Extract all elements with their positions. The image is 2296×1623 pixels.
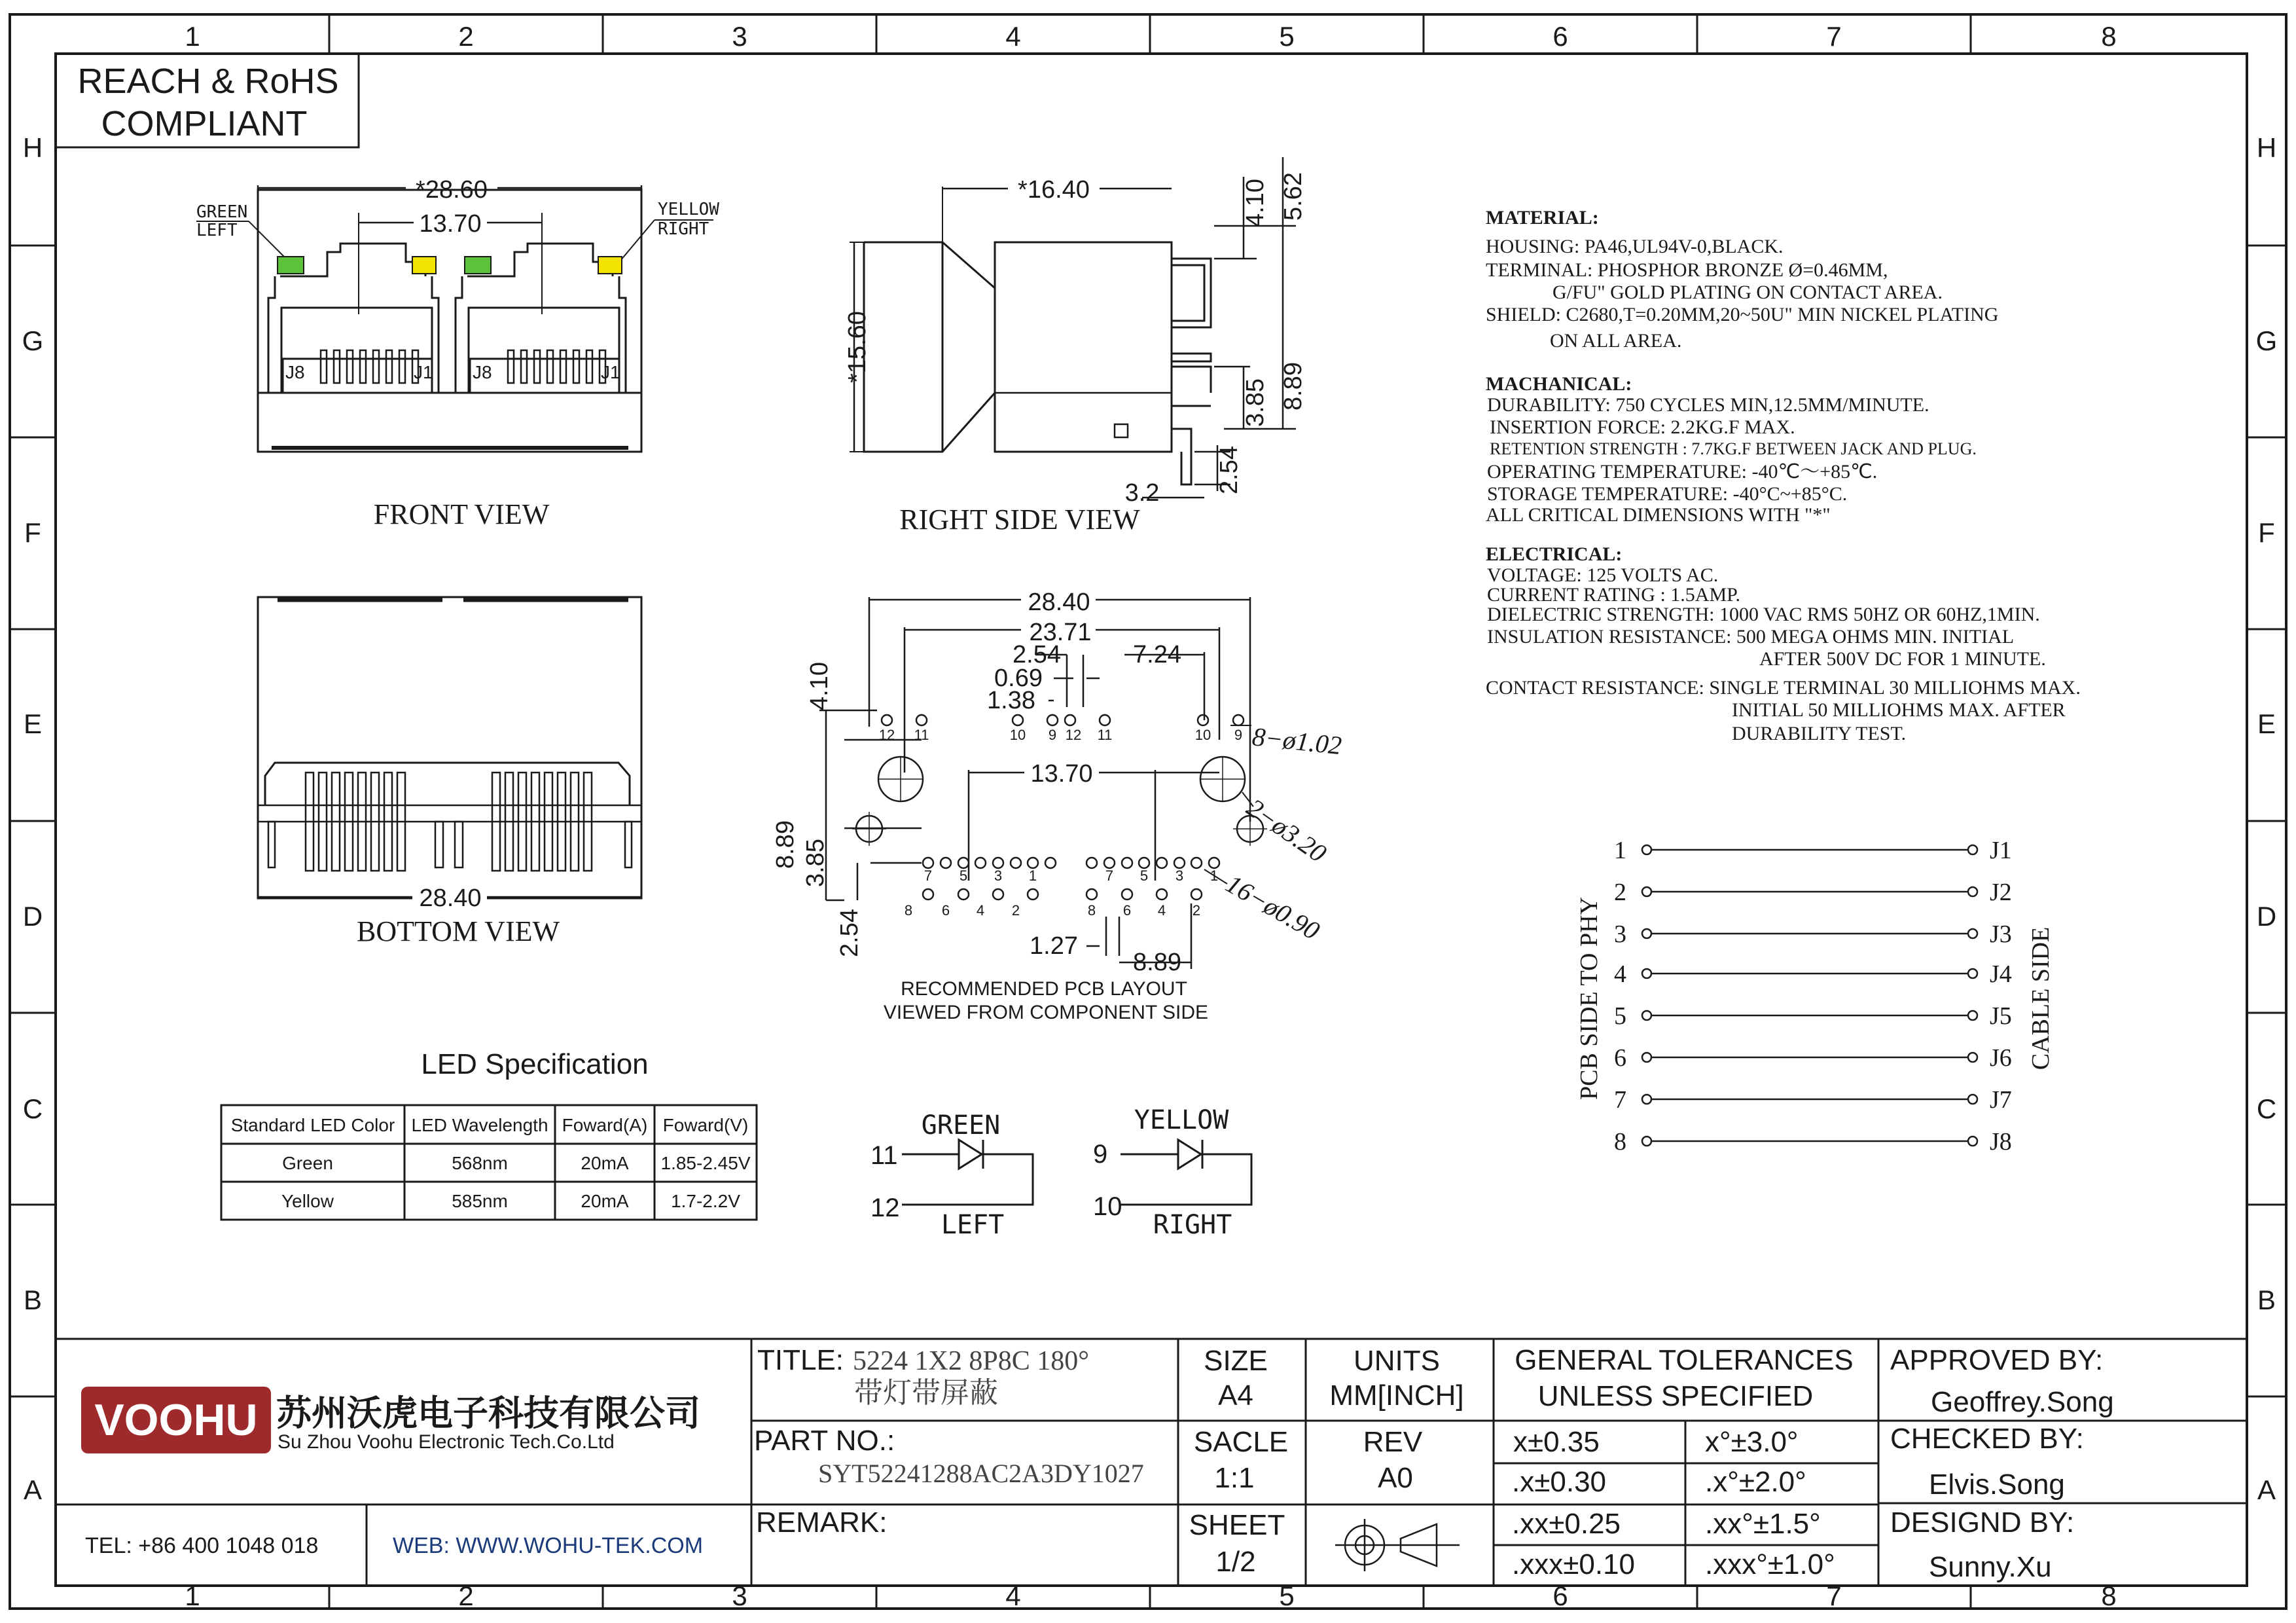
front-led-right-line1: YELLOW: [658, 200, 719, 219]
tol-linear-3: .xxx±0.10: [1512, 1548, 1636, 1580]
pcb-dim-138: 1.38: [987, 687, 1035, 714]
wire-jack-j2: J2: [1990, 879, 2012, 906]
pcb-pin-top-mid-11: 11: [1097, 727, 1113, 743]
spec-line-housing: HOUSING: PA46,UL94V-0,BLACK.: [1486, 236, 1784, 257]
row-label-H-right: H: [2256, 132, 2277, 163]
spec-line-insulation: INSULATION RESISTANCE: 500 MEGA OHMS MIN. INITIAL: [1487, 626, 2015, 647]
designed-label: DESIGND BY:: [1890, 1506, 2075, 1539]
side-view-caption: RIGHT SIDE VIEW: [899, 503, 1140, 536]
led-spec-cell-yellow-forward-v: 1.7-2.2V: [671, 1191, 740, 1211]
row-label-C-right: C: [2256, 1093, 2277, 1124]
pcb-pin-top-mid-12: 12: [1065, 727, 1082, 743]
front-led-left-line1: GREEN: [196, 202, 248, 222]
tolerance-title-1: GENERAL TOLERANCES: [1515, 1344, 1854, 1376]
size-label: SIZE: [1204, 1345, 1268, 1377]
col-label-4: 4: [1005, 21, 1021, 52]
front-pin-j1-right: J1: [601, 362, 620, 382]
row-label-G-right: G: [2255, 325, 2278, 356]
wire-jack-j1: J1: [1990, 837, 2012, 864]
led-spec-header-color: Standard LED Color: [230, 1115, 395, 1135]
pcb-hole-090: 16−ø0.90: [1221, 868, 1325, 946]
sheet-label: SHEET: [1189, 1509, 1285, 1541]
schem-yellow-label: YELLOW: [1134, 1105, 1229, 1135]
row-label-A-right: A: [2257, 1474, 2276, 1505]
pcb-hole-102: 8−ø1.02: [1251, 721, 1344, 761]
led-spec-cell-yellow-wavelength: 585nm: [452, 1191, 508, 1211]
wire-pin-2: 2: [1614, 879, 1626, 906]
side-dim-410: 4.10: [1242, 179, 1269, 227]
spec-line-voltage: VOLTAGE: 125 VOLTS AC.: [1487, 564, 1719, 586]
pcb-dim-127: 1.27: [1030, 932, 1078, 960]
led-green-right-indicator: [465, 257, 491, 274]
wire-pin-3: 3: [1614, 921, 1626, 948]
company-name-cn: 苏州沃虎电子科技有限公司: [276, 1394, 700, 1433]
wire-jack-j7: J7: [1990, 1086, 2012, 1114]
schem-yellow-pin-b: 10: [1093, 1192, 1122, 1221]
size-value: A4: [1218, 1379, 1253, 1412]
spec-line-storage-temp: STORAGE TEMPERATURE: -40°C~+85°C.: [1487, 483, 1848, 505]
side-dim-889: 8.89: [1280, 362, 1307, 410]
spec-line-durability: DURABILITY: 750 CYCLES MIN,12.5MM/MINUTE.: [1487, 394, 1929, 416]
wiring-right-label: CABLE SIDE: [2027, 926, 2054, 1070]
led-spec-cell-green-forward-v: 1.85-2.45V: [660, 1153, 751, 1173]
col-label-6: 6: [1552, 21, 1568, 52]
led-spec-header-forward-v: Foward(V): [662, 1115, 749, 1135]
checked-value: Elvis.Song: [1929, 1468, 2065, 1501]
side-dim-385: 3.85: [1242, 378, 1269, 427]
spec-line-plating: G/FU" GOLD PLATING ON CONTACT AREA.: [1552, 282, 1943, 303]
wire-pin-8: 8: [1614, 1128, 1626, 1156]
row-label-A: A: [23, 1474, 43, 1505]
col-label-7: 7: [1826, 21, 1842, 52]
side-dim-32: 3.2: [1124, 479, 1160, 507]
spec-line-shield: SHIELD: C2680,T=0.20MM,20~50U" MIN NICKEL PLATING: [1486, 304, 1999, 325]
tol-angle-2: .xx°±1.5°: [1705, 1508, 1821, 1540]
schem-green-pin-a: 11: [870, 1141, 898, 1170]
led-spec-title: LED Specification: [421, 1048, 649, 1080]
rev-label: REV: [1363, 1426, 1423, 1458]
spec-line-mechanical-title: MACHANICAL:: [1486, 373, 1632, 395]
side-dim-depth: *16.40: [1018, 176, 1090, 204]
pcb-pin-r1: 1: [1210, 867, 1219, 884]
compliance-line2: COMPLIANT: [101, 104, 308, 143]
rev-value: A0: [1378, 1462, 1413, 1494]
col-label-5: 5: [1279, 21, 1295, 52]
pcb-dim-385: 3.85: [802, 839, 829, 887]
pcb-pin-r4: 4: [1157, 902, 1166, 919]
front-pin-j8-right: J8: [473, 362, 492, 382]
row-label-B-right: B: [2257, 1285, 2276, 1315]
pcb-dim-254v: 2.54: [836, 909, 863, 957]
units-value: MM[INCH]: [1329, 1379, 1464, 1412]
scale-label: SACLE: [1193, 1426, 1289, 1458]
pcb-pin-l7: 7: [924, 867, 933, 884]
front-pin-j1-left: J1: [414, 362, 433, 382]
schem-yellow-pin-a: 9: [1093, 1140, 1108, 1169]
pcb-dim-1370: 13.70: [1030, 760, 1093, 788]
pcb-pin-r6: 6: [1122, 902, 1132, 919]
tol-linear-2: .xx±0.25: [1512, 1508, 1621, 1540]
schem-green-pin-b: 12: [870, 1194, 900, 1222]
front-led-left-line2: LEFT: [196, 221, 238, 240]
col-label-1: 1: [185, 21, 200, 52]
spec-line-terminal: TERMINAL: PHOSPHOR BRONZE Ø=0.46MM,: [1486, 259, 1888, 281]
pcb-pin-l3: 3: [994, 867, 1003, 884]
front-dim-pitch: 13.70: [419, 210, 482, 238]
tol-angle-1: .x°±2.0°: [1705, 1466, 1806, 1498]
row-label-E: E: [23, 708, 43, 739]
title-value-cn: 带灯带屏蔽: [854, 1377, 998, 1409]
spec-line-operating-temp: OPERATING TEMPERATURE: -40℃～+85℃.: [1487, 461, 1878, 483]
pcb-dim-2371: 23.71: [1029, 619, 1092, 646]
pcb-pin-r7: 7: [1105, 867, 1114, 884]
front-dim-overall: *28.60: [416, 176, 488, 204]
row-label-F-right: F: [2258, 517, 2275, 548]
spec-line-dielectric: DIELECTRIC STRENGTH: 1000 VAC RMS 50HZ OR 60HZ,1MIN.: [1487, 604, 2040, 625]
pcb-dim-254: 2.54: [1013, 641, 1061, 668]
tolerance-title-2: UNLESS SPECIFIED: [1537, 1380, 1814, 1412]
schem-green-side: LEFT: [941, 1210, 1005, 1240]
led-spec-cell-green-color: Green: [282, 1153, 333, 1173]
pcb-dim-889h: 8.89: [1133, 949, 1181, 976]
col-label-2: 2: [458, 21, 474, 52]
spec-line-current: CURRENT RATING : 1.5AMP.: [1487, 584, 1740, 606]
pcb-dim-2840: 28.40: [1028, 589, 1090, 616]
pcb-pin-r5: 5: [1139, 867, 1149, 884]
led-spec-cell-green-wavelength: 568nm: [452, 1153, 508, 1173]
schem-green-label: GREEN: [921, 1110, 1001, 1140]
pcb-pin-l5: 5: [959, 867, 968, 884]
spec-line-shield-area: ON ALL AREA.: [1550, 330, 1682, 352]
col-label-5-bottom: 5: [1279, 1580, 1295, 1611]
spec-line-critical: ALL CRITICAL DIMENSIONS WITH "*": [1486, 504, 1831, 526]
pcb-hole-320: 2−ø3.20: [1241, 792, 1332, 868]
units-label: UNITS: [1354, 1345, 1440, 1377]
led-yellow-right-indicator: [598, 257, 622, 274]
pcb-pin-l2: 2: [1011, 902, 1020, 919]
spec-line-contact: CONTACT RESISTANCE: SINGLE TERMINAL 30 MILLIOHMS MAX.: [1486, 677, 2081, 699]
spec-line-material-title: MATERIAL:: [1486, 207, 1599, 228]
tol-angle-3: .xxx°±1.0°: [1705, 1548, 1835, 1580]
pcb-pin-l4: 4: [976, 902, 985, 919]
contact-web: WEB: WWW.WOHU-TEK.COM: [393, 1533, 704, 1558]
led-spec-cell-yellow-color: Yellow: [281, 1191, 334, 1211]
col-label-8: 8: [2101, 21, 2117, 52]
checked-label: CHECKED BY:: [1890, 1423, 2084, 1455]
pcb-pin-top-mid-10: 10: [1009, 727, 1026, 743]
pcb-dim-724: 7.24: [1133, 641, 1181, 668]
approved-label: APPROVED BY:: [1890, 1344, 2104, 1376]
approved-value: Geoffrey.Song: [1931, 1386, 2114, 1418]
company-name-en: Su Zhou Voohu Electronic Tech.Co.Ltd: [278, 1431, 615, 1453]
row-label-B: B: [23, 1285, 43, 1315]
col-label-6-bottom: 6: [1552, 1580, 1568, 1611]
pcb-caption-1: RECOMMENDED PCB LAYOUT: [901, 978, 1187, 1000]
row-label-H: H: [22, 132, 43, 163]
front-led-right-line2: RIGHT: [658, 219, 709, 239]
bottom-view-caption: BOTTOM VIEW: [356, 915, 560, 947]
pcb-dim-889v: 8.89: [772, 820, 799, 869]
front-pin-j8-left: J8: [285, 362, 305, 382]
pcb-pin-top-left-12: 12: [878, 727, 895, 743]
logo-text: VOOHU: [94, 1395, 258, 1445]
compliance-line1: REACH & RoHS: [77, 62, 339, 101]
front-view-caption: FRONT VIEW: [373, 498, 550, 530]
pcb-pin-top-right-9: 9: [1234, 727, 1243, 743]
col-label-7-bottom: 7: [1826, 1580, 1842, 1611]
spec-line-retention: RETENTION STRENGTH : 7.7KG.F BETWEEN JACK AND PLUG.: [1490, 439, 1977, 458]
led-yellow-left-indicator: [412, 257, 436, 274]
side-dim-254: 2.54: [1215, 446, 1243, 494]
wire-pin-4: 4: [1614, 960, 1626, 988]
pcb-pin-top-left-11: 11: [914, 727, 929, 743]
title-value: 5224 1X2 8P8C 180°: [853, 1346, 1089, 1376]
sheet-value: 1/2: [1215, 1546, 1256, 1578]
tol-angle-0: x°±3.0°: [1705, 1426, 1799, 1458]
remark-label: REMARK:: [756, 1506, 888, 1539]
spec-line-insulation-2: AFTER 500V DC FOR 1 MINUTE.: [1759, 648, 2046, 670]
col-label-1-bottom: 1: [185, 1580, 200, 1611]
wire-jack-j3: J3: [1990, 921, 2012, 948]
row-label-F: F: [24, 517, 41, 548]
col-label-8-bottom: 8: [2101, 1580, 2117, 1611]
pcb-pin-l1: 1: [1028, 867, 1037, 884]
col-label-2-bottom: 2: [458, 1580, 474, 1611]
side-dim-height: *15.60: [844, 311, 871, 383]
pcb-dim-410: 4.10: [806, 662, 833, 710]
pcb-pin-top-right-10: 10: [1194, 727, 1211, 743]
wire-pin-7: 7: [1614, 1086, 1626, 1114]
scale-value: 1:1: [1214, 1462, 1255, 1494]
title-label: TITLE:: [757, 1344, 844, 1376]
row-label-C: C: [22, 1093, 43, 1124]
voohu-logo: [81, 1387, 271, 1453]
led-green-left-indicator: [278, 257, 304, 274]
wire-jack-j4: J4: [1990, 960, 2012, 988]
row-label-D: D: [22, 901, 43, 932]
pcb-pin-r8: 8: [1087, 902, 1096, 919]
pcb-dim-069: 0.69: [994, 665, 1043, 692]
pcb-pin-l6: 6: [941, 902, 950, 919]
schem-yellow-side: RIGHT: [1153, 1210, 1232, 1240]
row-label-E-right: E: [2257, 708, 2276, 739]
designed-value: Sunny.Xu: [1929, 1551, 2052, 1583]
wire-jack-j8: J8: [1990, 1128, 2012, 1156]
side-dim-562: 5.62: [1280, 172, 1307, 221]
wire-jack-j5: J5: [1990, 1002, 2012, 1030]
row-label-D-right: D: [2256, 901, 2277, 932]
wire-jack-j6: J6: [1990, 1044, 2012, 1072]
wire-pin-6: 6: [1614, 1044, 1626, 1072]
col-label-3: 3: [732, 21, 747, 52]
wire-pin-1: 1: [1614, 837, 1626, 864]
spec-line-contact-3: DURABILITY TEST.: [1732, 723, 1907, 744]
contact-tel: TEL: +86 400 1048 018: [85, 1533, 319, 1558]
led-spec-cell-green-forward-a: 20mA: [581, 1153, 629, 1173]
bottom-dim-width: 28.40: [419, 884, 482, 912]
tol-linear-0: x±0.35: [1513, 1426, 1600, 1458]
pcb-pin-r2: 2: [1192, 902, 1201, 919]
spec-line-electrical-title: ELECTRICAL:: [1486, 543, 1623, 565]
spec-line-insertion: INSERTION FORCE: 2.2KG.F MAX.: [1490, 416, 1795, 438]
row-label-G: G: [22, 325, 44, 356]
pcb-pin-r3: 3: [1175, 867, 1184, 884]
pcb-caption-2: VIEWED FROM COMPONENT SIDE: [883, 1002, 1209, 1023]
led-spec-header-wavelength: LED Wavelength: [411, 1115, 548, 1135]
part-number: SYT52241288AC2A3DY1027: [818, 1459, 1144, 1488]
spec-line-contact-2: INITIAL 50 MILLIOHMS MAX. AFTER: [1732, 699, 2066, 721]
led-spec-header-forward-a: Foward(A): [562, 1115, 648, 1135]
wire-pin-5: 5: [1614, 1002, 1626, 1030]
col-label-4-bottom: 4: [1005, 1580, 1021, 1611]
col-label-3-bottom: 3: [732, 1580, 747, 1611]
pcb-pin-top-mid-9: 9: [1048, 727, 1057, 743]
part-label: PART NO.:: [754, 1425, 895, 1457]
led-spec-cell-yellow-forward-a: 20mA: [581, 1191, 629, 1211]
tol-linear-1: .x±0.30: [1512, 1466, 1607, 1498]
wiring-left-label: PCB SIDE TO PHY: [1575, 896, 1603, 1101]
pcb-pin-l8: 8: [904, 902, 913, 919]
